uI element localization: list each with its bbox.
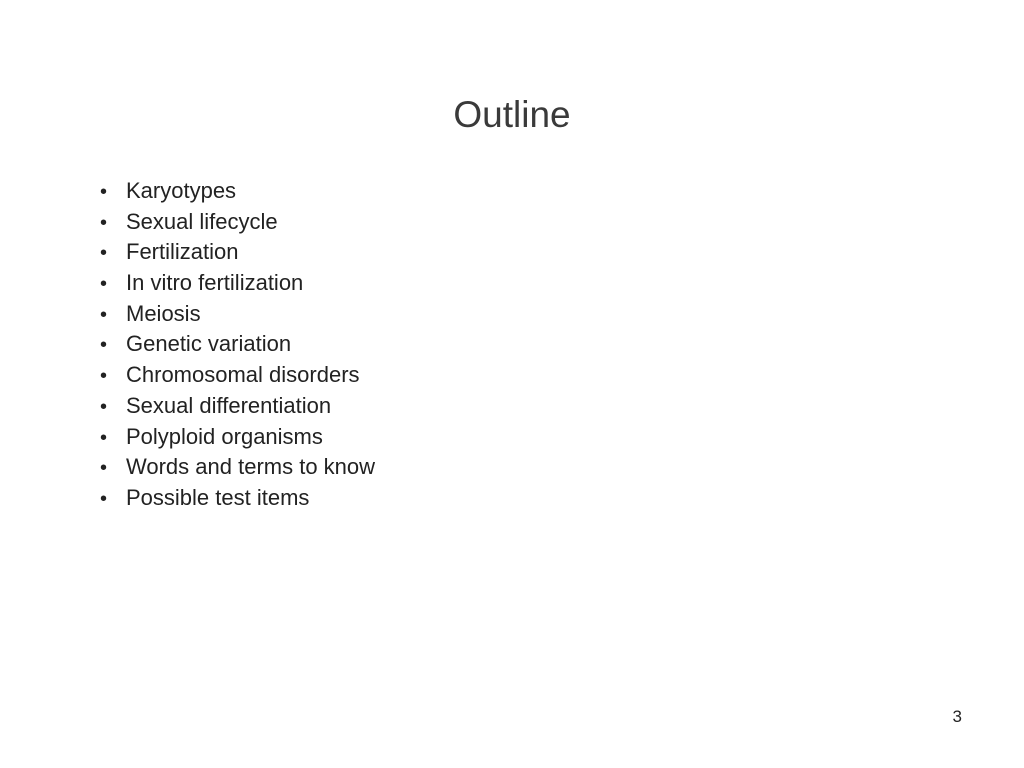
bullet-icon: • bbox=[100, 365, 108, 388]
list-item-text: Fertilization bbox=[126, 239, 239, 265]
slide-number: 3 bbox=[952, 707, 962, 726]
list-item-text: Polyploid organisms bbox=[126, 423, 323, 449]
list-item bbox=[100, 391, 375, 422]
bullet-icon: • bbox=[100, 426, 108, 449]
list-item-text: Chromosomal disorders bbox=[126, 362, 360, 388]
list-item-text: Sexual differentiation bbox=[126, 392, 332, 418]
bullet-icon: • bbox=[100, 273, 108, 296]
slide-title: Outline bbox=[453, 94, 571, 135]
outline-list bbox=[100, 176, 375, 514]
list-item bbox=[100, 176, 375, 207]
list-item-text: Possible test items bbox=[126, 484, 310, 510]
list-item-text: Words and terms to know bbox=[126, 454, 376, 480]
list-item bbox=[100, 422, 375, 453]
list-item-text: Genetic variation bbox=[126, 331, 292, 357]
bullet-icon: • bbox=[100, 395, 108, 418]
list-item bbox=[100, 207, 375, 238]
list-item bbox=[100, 268, 375, 299]
list-item-text: In vitro fertilization bbox=[126, 270, 304, 296]
list-item-text: Meiosis bbox=[126, 300, 201, 326]
list-item-text: Sexual lifecycle bbox=[126, 208, 278, 234]
list-item bbox=[100, 360, 375, 391]
list-item bbox=[100, 237, 375, 268]
bullet-icon: • bbox=[100, 457, 108, 480]
bullet-icon: • bbox=[100, 242, 108, 265]
bullet-icon: • bbox=[100, 334, 108, 357]
list-item bbox=[100, 483, 375, 514]
list-item bbox=[100, 299, 375, 330]
bullet-icon: • bbox=[100, 211, 108, 234]
bullet-icon: • bbox=[100, 487, 108, 510]
bullet-icon: • bbox=[100, 303, 108, 326]
list-item bbox=[100, 452, 375, 483]
bullet-icon: • bbox=[100, 181, 108, 203]
list-item-text: Karyotypes bbox=[126, 178, 237, 203]
list-item bbox=[100, 329, 375, 360]
